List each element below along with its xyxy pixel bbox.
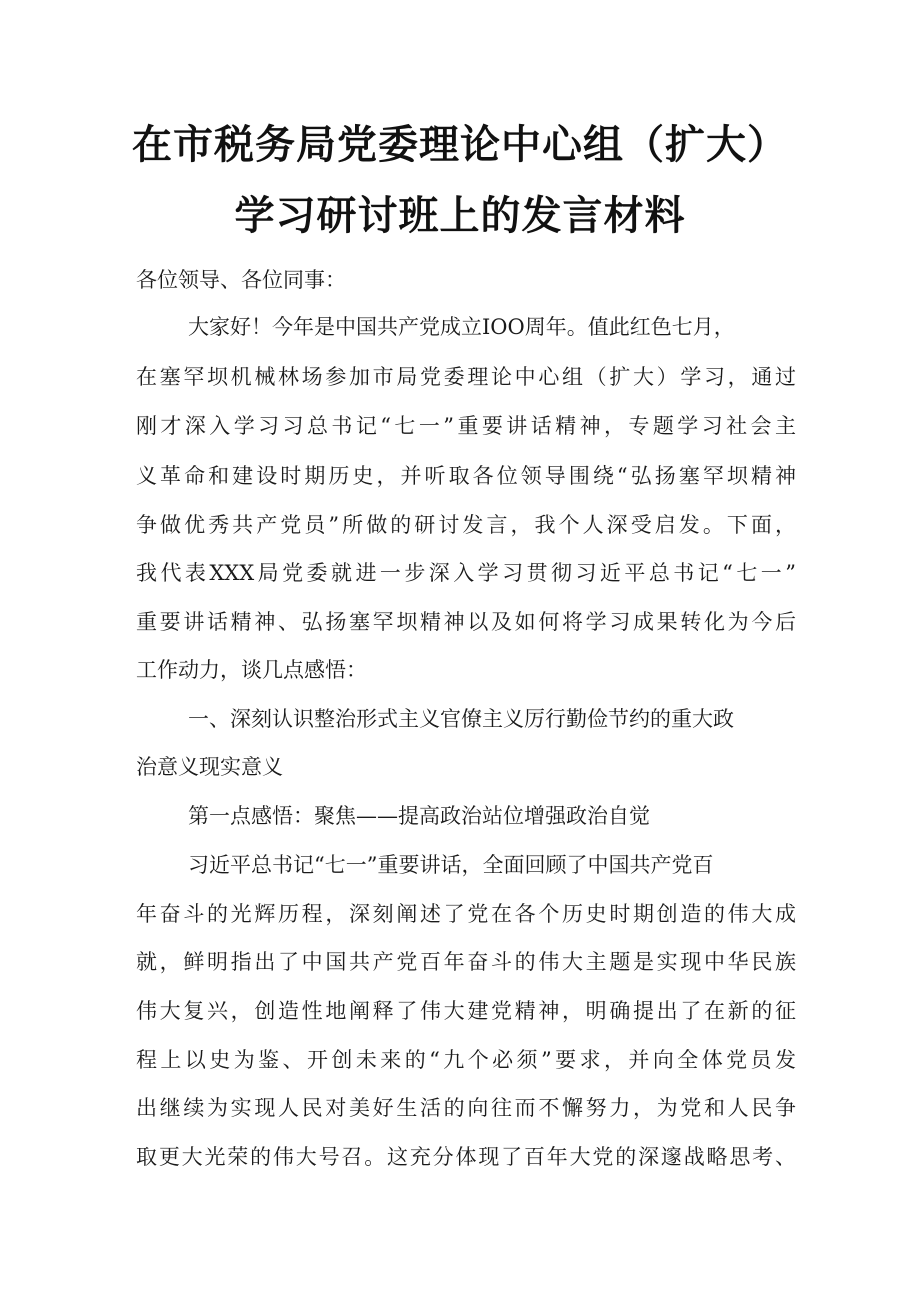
paragraph-2-line: 就，鲜明指出了中国共产党百年奋斗的伟大主题是实现中华民族	[136, 950, 796, 974]
section-heading-line: 一、深刻认识整治形式主义官僚主义厉行勤俭节约的重大政	[188, 707, 734, 731]
section-heading-line: 治意义现实意义	[136, 755, 283, 779]
subheading: 第一点感悟：聚焦——提高政治站位增强政治自觉	[188, 804, 650, 828]
paragraph-1-line: 刚才深入学习习总书记“七一”重要讲话精神，专题学习社会主	[136, 414, 796, 438]
salutation: 各位领导、各位同事：	[136, 268, 346, 292]
paragraph-1-line: 工作动力，谈几点感悟：	[136, 658, 367, 682]
document-title-line-1: 在市税务局党委理论中心组（扩大）	[132, 122, 788, 168]
paragraph-2-line: 取更大光荣的伟大号召。这充分体现了百年大党的深邃战略思考、	[136, 1145, 796, 1169]
paragraph-2-line: 程上以史为鉴、开创未来的“九个必须”要求，并向全体党员发	[136, 1048, 796, 1072]
paragraph-2-line: 出继续为实现人民对美好生活的向往而不懈努力，为党和人民争	[136, 1096, 796, 1120]
paragraph-1-line: 大家好！今年是中国共产党成立IOO周年。值此红色七月，	[188, 315, 735, 339]
paragraph-2-line: 习近平总书记“七一”重要讲话，全面回顾了中国共产党百	[188, 853, 714, 877]
paragraph-1-line: 义革命和建设时期历史，并听取各位领导围绕“弘扬塞罕坝精神	[136, 464, 796, 488]
paragraph-1-line: 重要讲话精神、弘扬塞罕坝精神以及如何将学习成果转化为今后	[136, 610, 796, 634]
paragraph-2-line: 伟大复兴，创造性地阐释了伟大建党精神，明确提出了在新的征	[136, 999, 796, 1023]
paragraph-1-line: 我代表XXX局党委就进一步深入学习贯彻习近平总书记“七一”	[136, 561, 796, 585]
paragraph-1-line: 在塞罕坝机械林场参加市局党委理论中心组（扩大）学习，通过	[136, 365, 796, 389]
paragraph-2-line: 年奋斗的光辉历程，深刻阐述了党在各个历史时期创造的伟大成	[136, 902, 796, 926]
document-title-line-2: 学习研讨班上的发言材料	[234, 193, 686, 239]
paragraph-1-line: 争做优秀共产党员”所做的研讨发言，我个人深受启发。下面，	[136, 513, 796, 537]
